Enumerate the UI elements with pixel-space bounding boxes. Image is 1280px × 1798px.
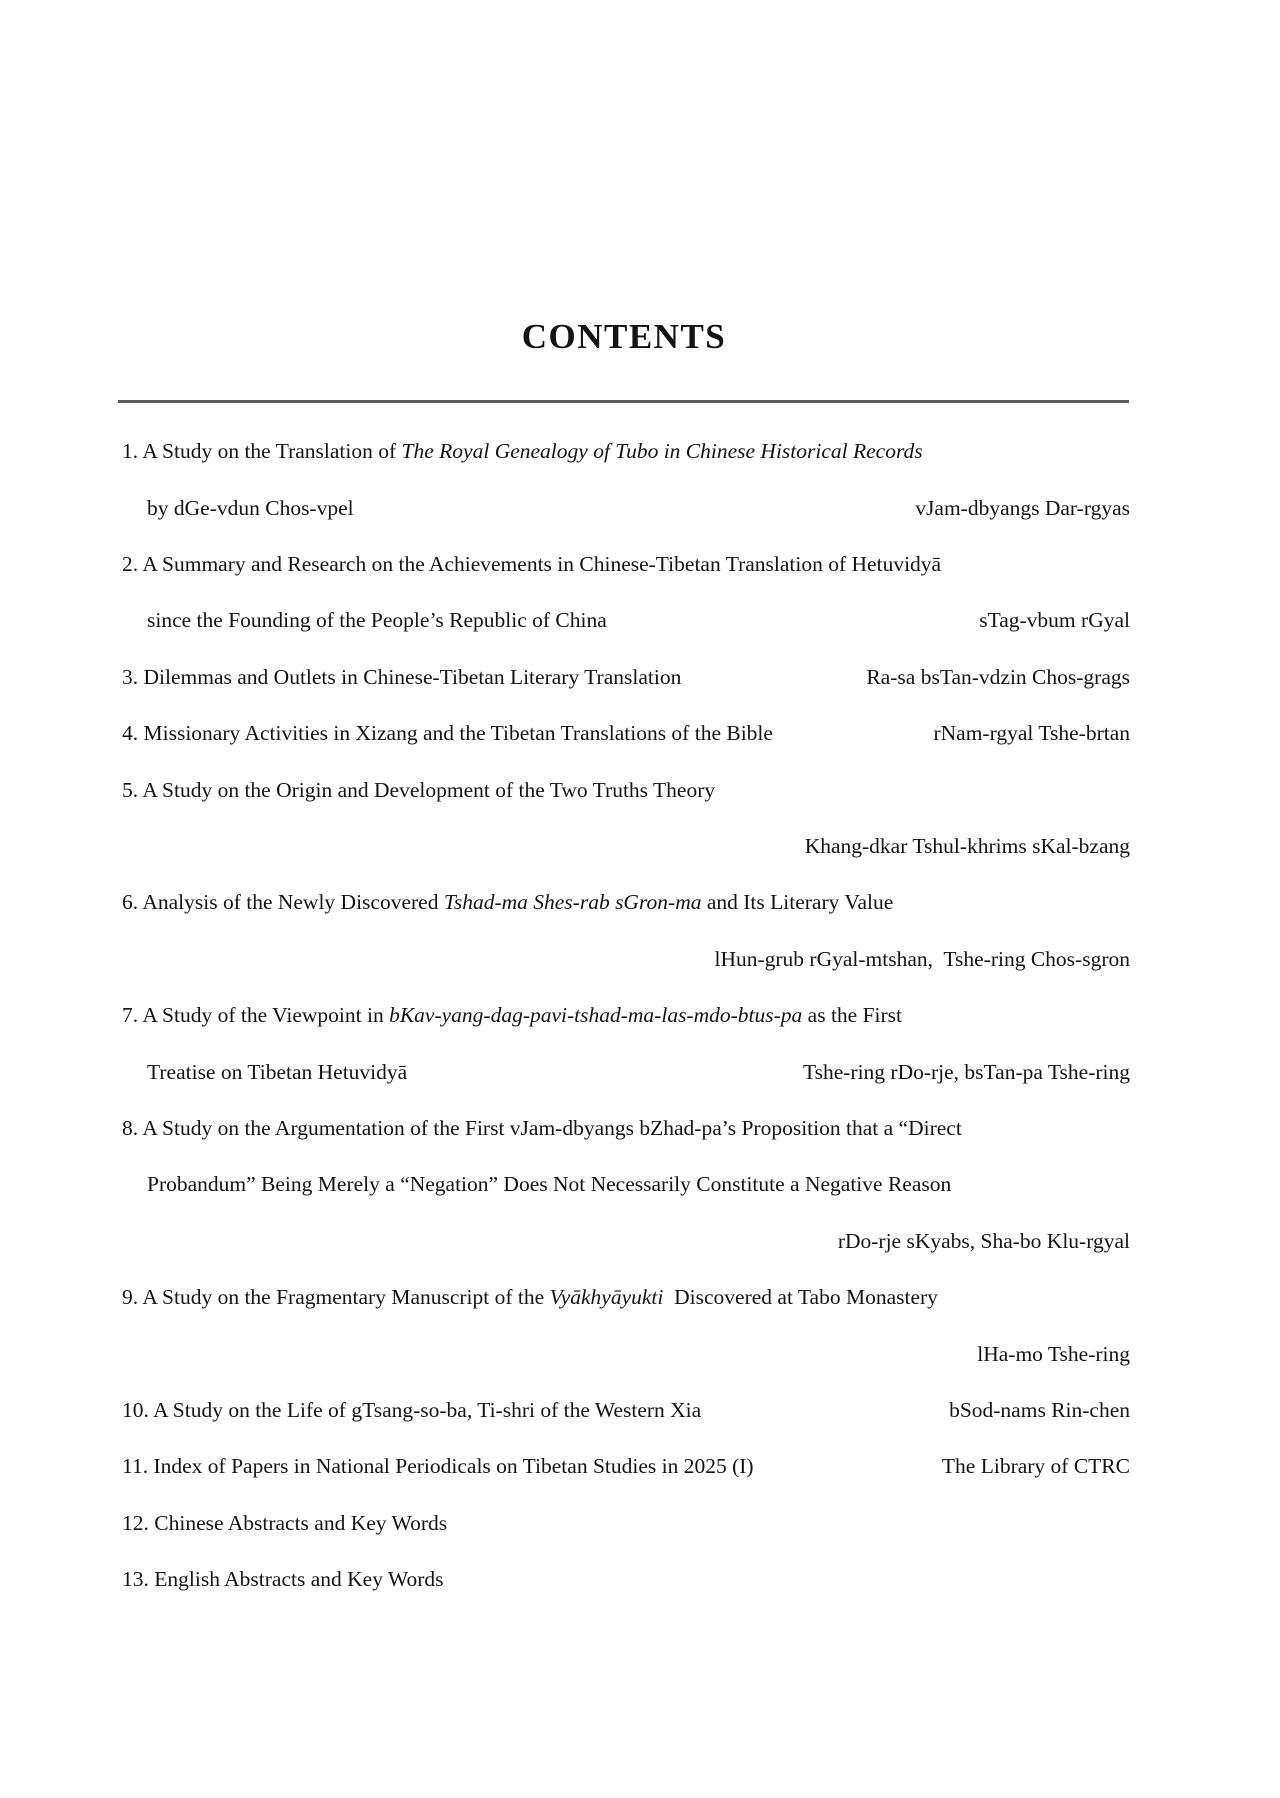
entry-text-segment: by dGe-vdun Chos-vpel (147, 495, 354, 520)
toc-author: rDo-rje sKyabs, Sha-bo Klu-rgyal (837, 1228, 1130, 1253)
entry-text-segment: Treatise on Tibetan Hetuvidyā (147, 1059, 408, 1084)
entry-text-segment: 9. A Study on the Fragmentary Manuscript of the (122, 1285, 550, 1310)
toc-entry-text (122, 496, 354, 522)
toc-entry-text (122, 721, 773, 747)
toc-entry-text (122, 1285, 938, 1311)
work-title-italic: Vyākhyāyukti (549, 1285, 664, 1310)
toc-entry-text (122, 552, 941, 578)
toc-entry-text (122, 1567, 444, 1593)
toc-entry-text (122, 439, 923, 465)
entry-text-segment: 3. Dilemmas and Outlets in Chinese-Tibetan Literary Translation (122, 664, 682, 689)
toc-author: sTag-vbum rGyal (979, 608, 1130, 633)
toc-author: bSod-nams Rin-chen (949, 1397, 1130, 1422)
toc-row (122, 1270, 1130, 1326)
toc-entry-text (122, 1116, 962, 1142)
toc-entry-text (122, 608, 607, 634)
toc-entry-text (122, 1172, 951, 1198)
entry-text-segment: since the Founding of the People’s Republic of China (147, 608, 607, 633)
toc-row (122, 537, 1130, 593)
entry-text-segment: 13. English Abstracts and Key Words (122, 1567, 444, 1592)
toc-author: lHa-mo Tshe-ring (977, 1341, 1130, 1366)
entry-text-segment: 4. Missionary Activities in Xizang and the Tibetan Translations of the Bible (122, 721, 773, 746)
toc-row (122, 819, 1130, 875)
toc-row (122, 1157, 1130, 1213)
toc-row (122, 932, 1130, 988)
toc-entry-text (122, 1511, 447, 1537)
title-divider-rule (118, 400, 1129, 403)
toc-row (122, 1326, 1130, 1382)
toc-row (122, 1213, 1130, 1269)
entry-text-segment: 8. A Study on the Argumentation of the First vJam-dbyangs bZhad-pa’s Proposition that a “Direct (122, 1115, 962, 1140)
entry-text-segment: Probandum” Being Merely a “Negation” Does Not Necessarily Constitute a Negative Reason (147, 1172, 952, 1197)
toc-author: rNam-rgyal Tshe-brtan (933, 721, 1130, 746)
toc-author: Khang-dkar Tshul-khrims sKal-bzang (804, 834, 1130, 859)
toc-row (122, 1439, 1130, 1495)
entry-text-segment: as the First (802, 1003, 903, 1028)
toc-entry-text (122, 778, 715, 804)
toc-entry-text (122, 1398, 701, 1424)
entry-text-segment: 5. A Study on the Origin and Development of the Two Truths Theory (122, 777, 716, 802)
toc-row (122, 1101, 1130, 1157)
entry-text-segment: 10. A Study on the Life of gTsang-so-ba, Ti-shri of the Western Xia (122, 1397, 702, 1422)
toc-row (122, 1552, 1130, 1608)
toc-author: The Library of CTRC (941, 1454, 1130, 1479)
toc-entry-text (122, 890, 893, 916)
toc-row (122, 988, 1130, 1044)
work-title-italic: Tshad-ma Shes-rab sGron-ma (443, 890, 702, 915)
toc-row (122, 593, 1130, 649)
entry-text-segment: 12. Chinese Abstracts and Key Words (122, 1510, 448, 1535)
toc-row (122, 650, 1130, 706)
toc-row (122, 1495, 1130, 1551)
toc-list (122, 424, 1130, 1608)
toc-author: vJam-dbyangs Dar-rgyas (915, 495, 1130, 520)
toc-row (122, 706, 1130, 762)
toc-entry-text (122, 665, 681, 691)
entry-text-segment: 11. Index of Papers in National Periodicals on Tibetan Studies in 2025 (I) (122, 1454, 754, 1479)
toc-row (122, 875, 1130, 931)
entry-text-segment: 2. A Summary and Research on the Achievements in Chinese-Tibetan Translation of Hetuvidyā (122, 552, 942, 577)
toc-entry-text (122, 1454, 754, 1480)
entry-text-segment: Discovered at Tabo Monastery (663, 1285, 938, 1310)
work-title-italic: The Royal Genealogy of Tubo in Chinese Historical Records (401, 439, 923, 464)
toc-row (122, 424, 1130, 480)
page-title: CONTENTS (521, 317, 727, 356)
toc-author: Tshe-ring rDo-rje, bsTan-pa Tshe-ring (802, 1059, 1130, 1084)
toc-row (122, 480, 1130, 536)
toc-entry-text (122, 1003, 902, 1029)
entry-text-segment: 1. A Study on the Translation of (122, 439, 402, 464)
entry-text-segment: 6. Analysis of the Newly Discovered (122, 890, 444, 915)
toc-entry-text (122, 1060, 407, 1086)
entry-text-segment: and Its Literary Value (701, 890, 894, 915)
toc-row (122, 1044, 1130, 1100)
toc-author: Ra-sa bsTan-vdzin Chos-grags (866, 664, 1130, 689)
toc-author: lHun-grub rGyal-mtshan, Tshe-ring Chos-sgron (714, 946, 1130, 971)
toc-row (122, 762, 1130, 818)
work-title-italic: bKav-yang-dag-pavi-tshad-ma-las-mdo-btus-pa (389, 1003, 803, 1028)
toc-row (122, 1383, 1130, 1439)
entry-text-segment: 7. A Study of the Viewpoint in (122, 1003, 390, 1028)
